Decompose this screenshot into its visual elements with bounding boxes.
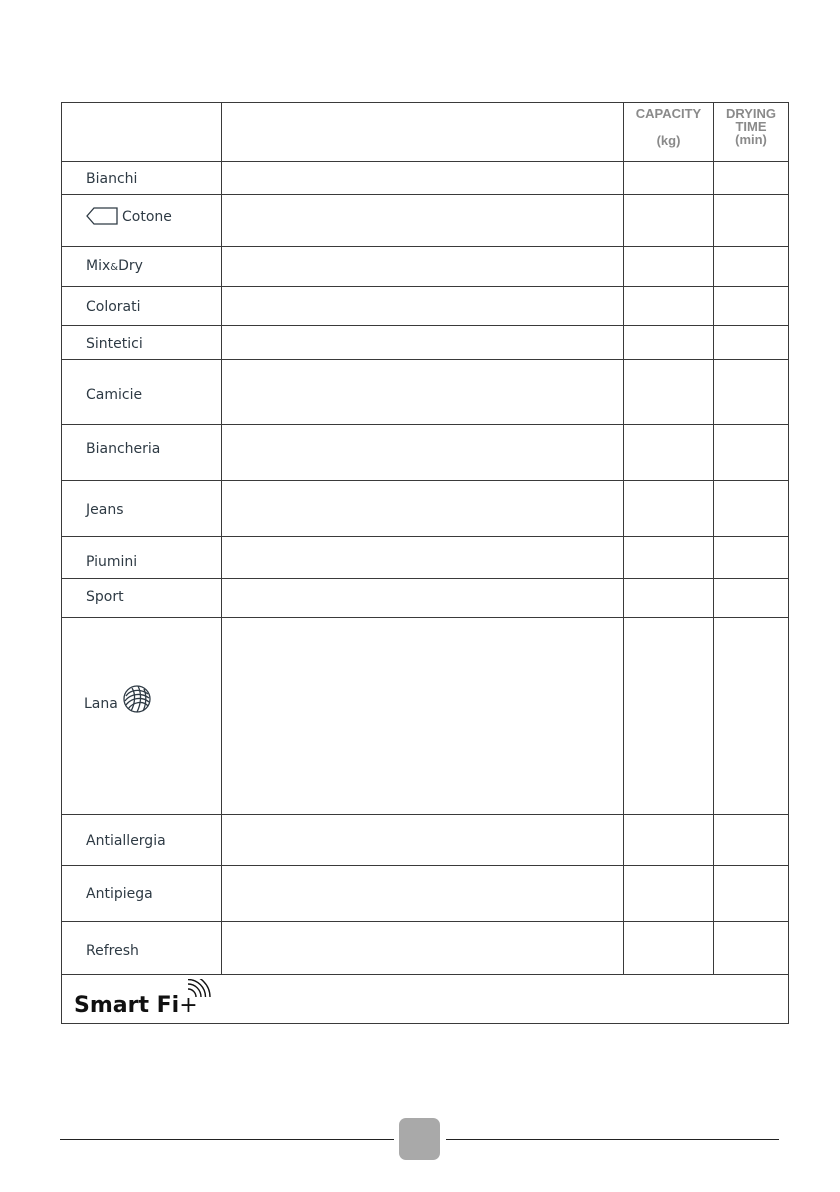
time-cell — [714, 162, 789, 195]
time-cell — [714, 425, 789, 481]
capacity-unit: (kg) — [656, 133, 681, 148]
wool-icon — [122, 684, 152, 714]
description-cell — [222, 360, 624, 425]
time-cell — [714, 922, 789, 975]
description-cell — [222, 815, 624, 866]
time-cell — [714, 360, 789, 425]
program-name-biancheria: Biancheria — [86, 441, 161, 457]
program-name-refresh: Refresh — [86, 943, 139, 959]
description-cell — [222, 195, 624, 247]
table-row — [62, 922, 789, 975]
smart-fi-plus: + — [179, 993, 198, 1018]
time-cell — [714, 195, 789, 247]
capacity-cell — [624, 618, 714, 815]
program-name-cotone: Cotone — [122, 209, 172, 225]
program-name-sport: Sport — [86, 589, 124, 605]
program-cell — [62, 537, 222, 579]
mixdry-amp: & — [110, 262, 119, 273]
footer-rule-right — [446, 1139, 779, 1140]
program-cell — [62, 287, 222, 326]
program-name-bianchi: Bianchi — [86, 171, 138, 187]
capacity-cell — [624, 815, 714, 866]
drying-time-line1: DRYING — [725, 106, 777, 121]
table-row — [62, 195, 789, 247]
table-row — [62, 481, 789, 537]
description-cell — [222, 425, 624, 481]
description-cell — [222, 618, 624, 815]
description-cell — [222, 922, 624, 975]
program-name-lana-wrap — [62, 684, 152, 714]
program-cell — [62, 922, 222, 975]
table-row — [62, 360, 789, 425]
header-description-cell — [222, 103, 624, 162]
time-cell — [714, 326, 789, 360]
footer-rule-left — [60, 1139, 394, 1140]
program-name-antiallergia: Antiallergia — [86, 833, 166, 849]
wifi-signal-icon — [186, 979, 212, 1005]
drying-time-line3: (min) — [735, 132, 767, 147]
table-row — [62, 579, 789, 618]
capacity-cell — [624, 247, 714, 287]
header-capacity — [624, 103, 714, 162]
time-cell — [714, 481, 789, 537]
program-cell — [62, 326, 222, 360]
drying-time-line2: TIME — [735, 119, 767, 134]
header-program-cell — [62, 103, 222, 162]
program-cell — [62, 579, 222, 618]
program-name-camicie: Camicie — [86, 387, 143, 403]
capacity-cell — [624, 162, 714, 195]
table-row — [62, 326, 789, 360]
program-cell — [62, 195, 222, 247]
time-cell — [714, 537, 789, 579]
table-row — [62, 618, 789, 815]
description-cell — [222, 162, 624, 195]
table-row — [62, 162, 789, 195]
capacity-cell — [624, 425, 714, 481]
table-row — [62, 247, 789, 287]
program-cell — [62, 618, 222, 815]
program-cell — [62, 360, 222, 425]
capacity-cell — [624, 922, 714, 975]
table-row — [62, 866, 789, 922]
smart-fi-row — [62, 975, 789, 1024]
program-cell — [62, 815, 222, 866]
program-name-antipiega: Antipiega — [86, 886, 153, 902]
description-cell — [222, 326, 624, 360]
smart-fi-cell — [62, 975, 789, 1024]
table-row — [62, 425, 789, 481]
smart-fi-text: Smart Fi — [74, 993, 180, 1018]
time-cell — [714, 287, 789, 326]
program-name-piumini: Piumini — [86, 554, 138, 570]
program-name-jeans: Jeans — [86, 502, 124, 518]
table-row — [62, 287, 789, 326]
capacity-cell — [624, 360, 714, 425]
time-cell — [714, 866, 789, 922]
description-cell — [222, 579, 624, 618]
program-cell — [62, 866, 222, 922]
capacity-cell — [624, 579, 714, 618]
program-name-cotone-wrap — [62, 207, 172, 225]
time-cell — [714, 815, 789, 866]
header-row — [62, 103, 789, 162]
capacity-cell — [624, 195, 714, 247]
program-name-colorati: Colorati — [86, 299, 141, 315]
capacity-cell — [624, 287, 714, 326]
program-name-lana: Lana — [84, 696, 118, 712]
program-cell — [62, 425, 222, 481]
description-cell — [222, 481, 624, 537]
smart-fi-logo — [74, 993, 198, 1018]
description-cell — [222, 537, 624, 579]
header-drying-time — [714, 103, 789, 162]
description-cell — [222, 866, 624, 922]
program-name-mixdry — [62, 258, 143, 274]
time-cell — [714, 247, 789, 287]
program-cell — [62, 481, 222, 537]
description-cell — [222, 287, 624, 326]
program-cell — [62, 162, 222, 195]
time-cell — [714, 579, 789, 618]
capacity-cell — [624, 326, 714, 360]
time-cell — [714, 618, 789, 815]
mixdry-part-a: Mix — [86, 258, 111, 274]
page-number-badge — [399, 1118, 440, 1160]
capacity-cell — [624, 866, 714, 922]
capacity-cell — [624, 537, 714, 579]
capacity-label: CAPACITY — [635, 106, 702, 121]
table-row — [62, 537, 789, 579]
tag-icon — [86, 207, 118, 225]
table-row — [62, 815, 789, 866]
program-name-sintetici: Sintetici — [86, 336, 143, 352]
mixdry-part-b: Dry — [118, 258, 143, 274]
program-table — [61, 102, 789, 1024]
description-cell — [222, 247, 624, 287]
capacity-cell — [624, 481, 714, 537]
program-cell — [62, 247, 222, 287]
